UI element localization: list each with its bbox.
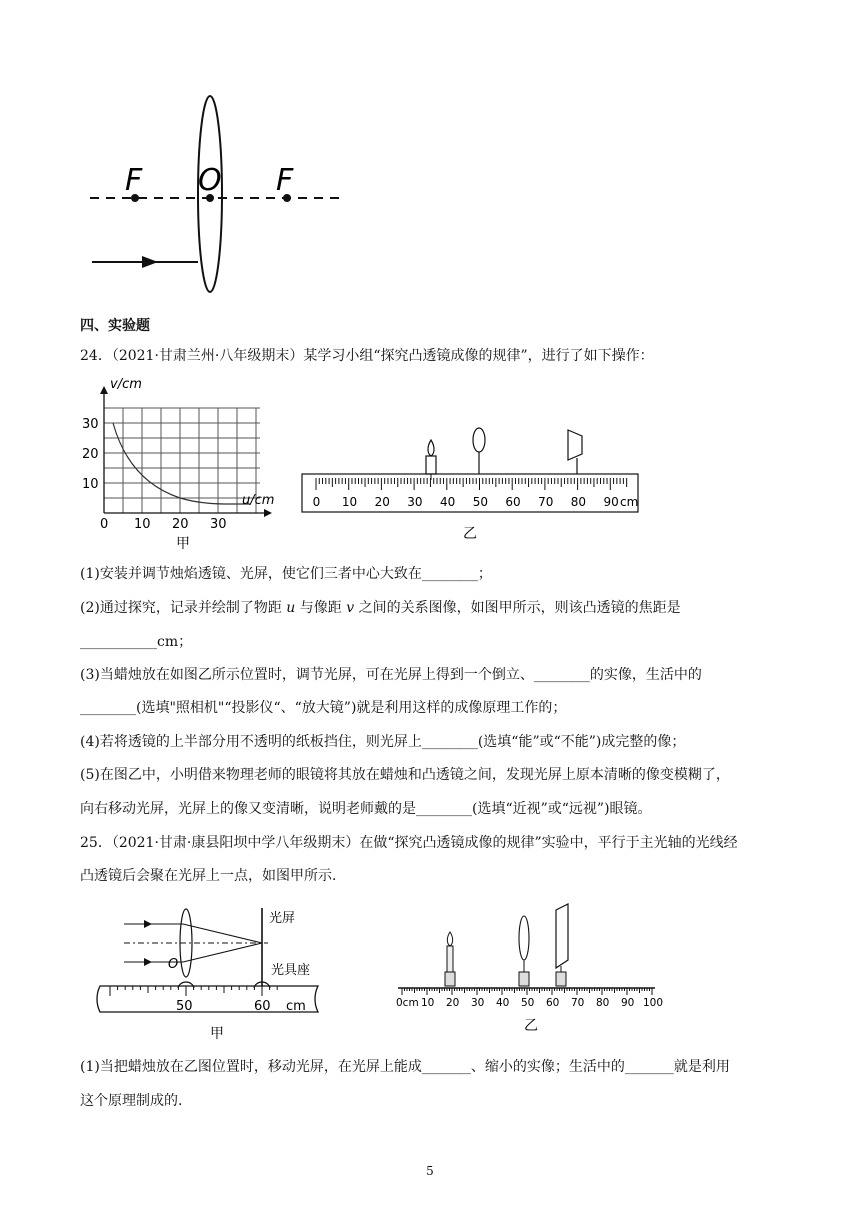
bench-label: 0cm [396,997,419,1009]
q24-part-4: (4)若将透镜的上半部分用不透明的纸板挡住，则光屏上________(选填“能”或“不能”)成完整的像； [80,734,686,750]
graph-x-tick-30: 30 [210,517,227,532]
convex-lens-diagram [80,90,360,305]
q25-part-1-line-2: 这个原理制成的. [80,1093,183,1109]
optical-center-label: O [198,163,222,198]
question-25-stem-line-2: 凸透镜后会聚在光屏上一点，如图甲所示． [80,868,346,884]
ruler-label: 40 [440,495,456,509]
bench-label: 90 [621,997,635,1009]
ruler-label: 50 [472,495,488,509]
screen-label: 光屏 [269,911,296,926]
bench-label: 30 [471,997,485,1009]
q24-part-3-line-2: ________(选填"照相机"“投影仪“、“放大镜”)就是利用这样的成像原理工作的； [80,700,567,716]
graph-x-tick-10: 10 [134,517,151,532]
ruler-label: 80 [570,495,587,509]
lens-center-label: O [168,957,179,972]
ruler-label: 10 [341,495,358,509]
bench-holder-label: 光具座 [271,963,311,978]
q25-figure-jia-focusing [88,900,338,1050]
question-25-stem-line-1: 25．（2021·甘肃·康县阳坝中学八年级期末）在做“探究凸透镜成像的规律”实验中，平行于主光轴的光线经 [80,835,738,851]
graph-x-axis-label: u/cm [242,493,275,508]
q24-part-5-line-1: (5)在图乙中，小明借来物理老师的眼镜将其放在蜡烛和凸透镜之间，发现光屏上原本清晰的像变模糊了， [80,767,730,783]
page-number: 5 [426,1164,434,1178]
q24-part-5-line-2: 向右移动光屏，光屏上的像又变清晰，说明老师戴的是________(选填“近视”或“远视”)眼镜。 [80,801,652,817]
bench-label: 40 [496,997,510,1009]
graph-y-tick-20: 20 [82,447,99,462]
q25-part-1-line-1: (1)当把蜡烛放在乙图位置时，移动光屏，在光屏上能成_______、缩小的实像；生活中的_______就是利用 [80,1059,730,1075]
bench-label: 80 [596,997,610,1009]
ruler-unit: cm [620,495,639,509]
ruler-label: 60 [505,495,521,509]
bench-label: 70 [571,997,585,1009]
ruler-label: 30 [407,495,423,509]
graph-x-tick-20: 20 [172,517,189,532]
q25-figure-yi-optical-bench [390,900,665,1040]
figure-yi-caption: 乙 [463,526,477,542]
section-title: 四、实验题 [80,318,150,334]
q25-figure-yi-caption: 乙 [524,1018,538,1034]
q24-figure-jia-graph [80,376,280,556]
bench-label: 60 [546,997,560,1009]
figure-jia-caption: 甲 [176,536,190,552]
bench-unit: cm [286,999,306,1014]
question-24-stem: 24．（2021·甘肃兰州·八年级期末）某学习小组“探究凸透镜成像的规律”，进行了如下操作： [80,348,654,364]
bench-label: 50 [521,997,535,1009]
ruler-label: 70 [538,495,554,509]
q25-figure-jia-caption: 甲 [210,1026,224,1042]
bench-label: 10 [421,997,435,1009]
q24-part-3-line-1: (3)当蜡烛放在如图乙所示位置时，调节光屏，可在光屏上得到一个倒立、________的实像，生活中的 [80,667,702,683]
bench-tick-60: 60 [254,999,271,1014]
q24-figure-yi-optical-bench [298,420,643,545]
focal-point-right-label: F [276,163,294,198]
ruler-label: 90 [603,495,619,509]
q24-part-2: (2)通过探究，记录并绘制了物距 u 与像距 v 之间的关系图像，如图甲所示，则该凸透镜的焦距是 [80,600,681,616]
graph-y-tick-10: 10 [82,477,99,492]
bench-label: 20 [446,997,460,1009]
bench-tick-50: 50 [176,999,193,1014]
q24-part-2-blank: ___________cm； [80,634,193,650]
bench-label: 100 [643,997,664,1009]
graph-y-tick-30: 30 [82,417,99,432]
q24-part-1: (1)安装并调节烛焰透镜、光屏，使它们三者中心大致在________； [80,566,492,582]
graph-y-axis-label: v/cm [110,377,142,392]
ruler-label: 0 [312,495,321,509]
ruler-label: 20 [374,495,390,509]
graph-x-tick-0: 0 [100,517,109,532]
focal-point-left-label: F [125,163,143,198]
